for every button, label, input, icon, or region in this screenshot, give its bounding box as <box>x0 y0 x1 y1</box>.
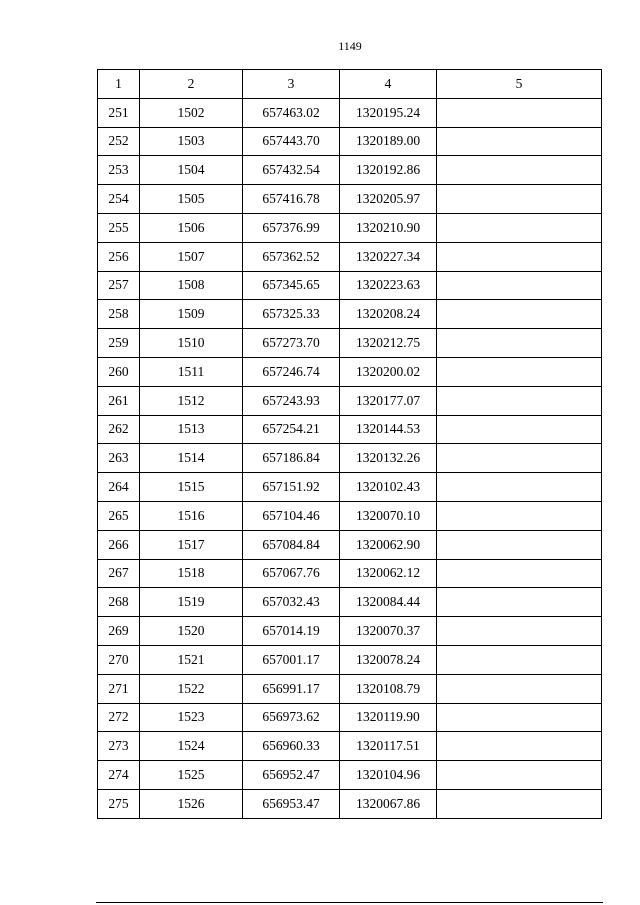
table-cell: 1320205.97 <box>340 185 437 214</box>
table-cell: 657443.70 <box>243 127 340 156</box>
table-cell: 657432.54 <box>243 156 340 185</box>
table-cell: 657032.43 <box>243 588 340 617</box>
table-cell: 265 <box>98 501 140 530</box>
table-header-row <box>98 70 602 99</box>
table-row <box>98 185 602 214</box>
table-row <box>98 789 602 818</box>
table-cell: 261 <box>98 386 140 415</box>
table-cell: 264 <box>98 473 140 502</box>
table-cell: 1523 <box>140 703 243 732</box>
table-cell: 657246.74 <box>243 357 340 386</box>
table-cell: 1506 <box>140 213 243 242</box>
table-cell <box>437 329 602 358</box>
table-cell: 259 <box>98 329 140 358</box>
table-cell <box>437 156 602 185</box>
table-cell: 1320078.24 <box>340 645 437 674</box>
table-cell <box>437 271 602 300</box>
table-cell: 1320067.86 <box>340 789 437 818</box>
table-cell: 1320108.79 <box>340 674 437 703</box>
table-cell: 253 <box>98 156 140 185</box>
table-cell <box>437 559 602 588</box>
table-cell: 1320104.96 <box>340 761 437 790</box>
table-cell: 1509 <box>140 300 243 329</box>
table-cell: 657243.93 <box>243 386 340 415</box>
table-cell: 1320119.90 <box>340 703 437 732</box>
table-cell: 1320189.00 <box>340 127 437 156</box>
column-header-5: 5 <box>437 70 602 99</box>
table-row <box>98 98 602 127</box>
table-cell: 657376.99 <box>243 213 340 242</box>
table-row <box>98 156 602 185</box>
table-cell: 270 <box>98 645 140 674</box>
table-cell: 275 <box>98 789 140 818</box>
table-cell: 1519 <box>140 588 243 617</box>
table-cell <box>437 761 602 790</box>
table-cell <box>437 588 602 617</box>
table-cell <box>437 213 602 242</box>
table-cell: 1516 <box>140 501 243 530</box>
table-cell: 256 <box>98 242 140 271</box>
table-row <box>98 674 602 703</box>
coordinates-table <box>97 69 602 819</box>
table-cell: 1515 <box>140 473 243 502</box>
table-cell <box>437 617 602 646</box>
table-cell: 1508 <box>140 271 243 300</box>
table-cell <box>437 127 602 156</box>
table-cell: 657254.21 <box>243 415 340 444</box>
table-cell: 1510 <box>140 329 243 358</box>
table-cell: 260 <box>98 357 140 386</box>
table-row <box>98 617 602 646</box>
table-cell: 1513 <box>140 415 243 444</box>
table-cell: 657084.84 <box>243 530 340 559</box>
table-cell: 1320192.86 <box>340 156 437 185</box>
table-cell <box>437 473 602 502</box>
table-cell: 258 <box>98 300 140 329</box>
table-row <box>98 415 602 444</box>
table-cell <box>437 645 602 674</box>
table-cell: 1320062.12 <box>340 559 437 588</box>
table-cell <box>437 732 602 761</box>
table-cell: 1320195.24 <box>340 98 437 127</box>
table-cell: 1320070.37 <box>340 617 437 646</box>
table-cell: 1320102.43 <box>340 473 437 502</box>
column-header-2: 2 <box>140 70 243 99</box>
table-row <box>98 329 602 358</box>
table-row <box>98 732 602 761</box>
table-cell: 1320227.34 <box>340 242 437 271</box>
table-row <box>98 530 602 559</box>
table-cell: 274 <box>98 761 140 790</box>
table-cell <box>437 386 602 415</box>
table-cell: 657186.84 <box>243 444 340 473</box>
table-cell <box>437 98 602 127</box>
table-cell: 657345.65 <box>243 271 340 300</box>
column-header-3: 3 <box>243 70 340 99</box>
table-cell <box>437 357 602 386</box>
table-cell <box>437 300 602 329</box>
table-cell: 1517 <box>140 530 243 559</box>
table-cell: 1525 <box>140 761 243 790</box>
table-row <box>98 213 602 242</box>
table-cell: 657151.92 <box>243 473 340 502</box>
column-header-4: 4 <box>340 70 437 99</box>
table-cell: 1504 <box>140 156 243 185</box>
table-cell: 1320062.90 <box>340 530 437 559</box>
table-cell: 656991.17 <box>243 674 340 703</box>
table-row <box>98 473 602 502</box>
table-cell: 656953.47 <box>243 789 340 818</box>
table-cell: 656973.62 <box>243 703 340 732</box>
table-cell <box>437 501 602 530</box>
table-cell: 1518 <box>140 559 243 588</box>
table-cell: 266 <box>98 530 140 559</box>
table-cell: 1320070.10 <box>340 501 437 530</box>
table-cell <box>437 674 602 703</box>
table-cell: 1526 <box>140 789 243 818</box>
table-cell: 1524 <box>140 732 243 761</box>
table-cell: 1320208.24 <box>340 300 437 329</box>
table-cell: 262 <box>98 415 140 444</box>
table-cell: 1320132.26 <box>340 444 437 473</box>
table-cell: 1320084.44 <box>340 588 437 617</box>
table-cell: 1320144.53 <box>340 415 437 444</box>
table-cell: 657362.52 <box>243 242 340 271</box>
table-cell: 271 <box>98 674 140 703</box>
table-cell: 263 <box>98 444 140 473</box>
table-cell: 1507 <box>140 242 243 271</box>
table-cell: 252 <box>98 127 140 156</box>
table-cell: 1505 <box>140 185 243 214</box>
table-cell: 1320117.51 <box>340 732 437 761</box>
table-row <box>98 703 602 732</box>
table-cell: 1521 <box>140 645 243 674</box>
table-cell: 1320210.90 <box>340 213 437 242</box>
table-cell <box>437 530 602 559</box>
table-cell: 255 <box>98 213 140 242</box>
table-row <box>98 444 602 473</box>
table-row <box>98 242 602 271</box>
table-row <box>98 559 602 588</box>
table-cell: 657463.02 <box>243 98 340 127</box>
table-cell: 657273.70 <box>243 329 340 358</box>
table-row <box>98 588 602 617</box>
table-body <box>98 98 602 818</box>
column-header-1: 1 <box>98 70 140 99</box>
table-cell: 657325.33 <box>243 300 340 329</box>
table-cell: 657001.17 <box>243 645 340 674</box>
table-cell: 268 <box>98 588 140 617</box>
table-cell: 657067.76 <box>243 559 340 588</box>
table-cell: 1520 <box>140 617 243 646</box>
table-row <box>98 300 602 329</box>
table-cell <box>437 789 602 818</box>
table-cell <box>437 703 602 732</box>
table-cell <box>437 242 602 271</box>
table-row <box>98 386 602 415</box>
table-cell: 273 <box>98 732 140 761</box>
table-row <box>98 645 602 674</box>
table-row <box>98 501 602 530</box>
table-cell: 267 <box>98 559 140 588</box>
table-cell: 657104.46 <box>243 501 340 530</box>
table-cell: 272 <box>98 703 140 732</box>
table-cell: 1522 <box>140 674 243 703</box>
footer-rule <box>96 902 603 903</box>
table-cell: 657014.19 <box>243 617 340 646</box>
table-row <box>98 357 602 386</box>
table-cell: 657416.78 <box>243 185 340 214</box>
table-cell <box>437 444 602 473</box>
table-cell: 257 <box>98 271 140 300</box>
table-cell: 269 <box>98 617 140 646</box>
table-row <box>98 761 602 790</box>
table-cell <box>437 185 602 214</box>
table-row <box>98 271 602 300</box>
table-cell: 254 <box>98 185 140 214</box>
table-cell: 1511 <box>140 357 243 386</box>
page-number: 1149 <box>338 39 362 53</box>
table-cell: 1502 <box>140 98 243 127</box>
table-cell: 656952.47 <box>243 761 340 790</box>
table-cell: 1514 <box>140 444 243 473</box>
table-cell: 656960.33 <box>243 732 340 761</box>
table-cell: 1512 <box>140 386 243 415</box>
table-cell: 1320200.02 <box>340 357 437 386</box>
table-cell: 1320212.75 <box>340 329 437 358</box>
table-cell: 251 <box>98 98 140 127</box>
table-cell <box>437 415 602 444</box>
table-cell: 1503 <box>140 127 243 156</box>
table-cell: 1320177.07 <box>340 386 437 415</box>
table-cell: 1320223.63 <box>340 271 437 300</box>
table-row <box>98 127 602 156</box>
